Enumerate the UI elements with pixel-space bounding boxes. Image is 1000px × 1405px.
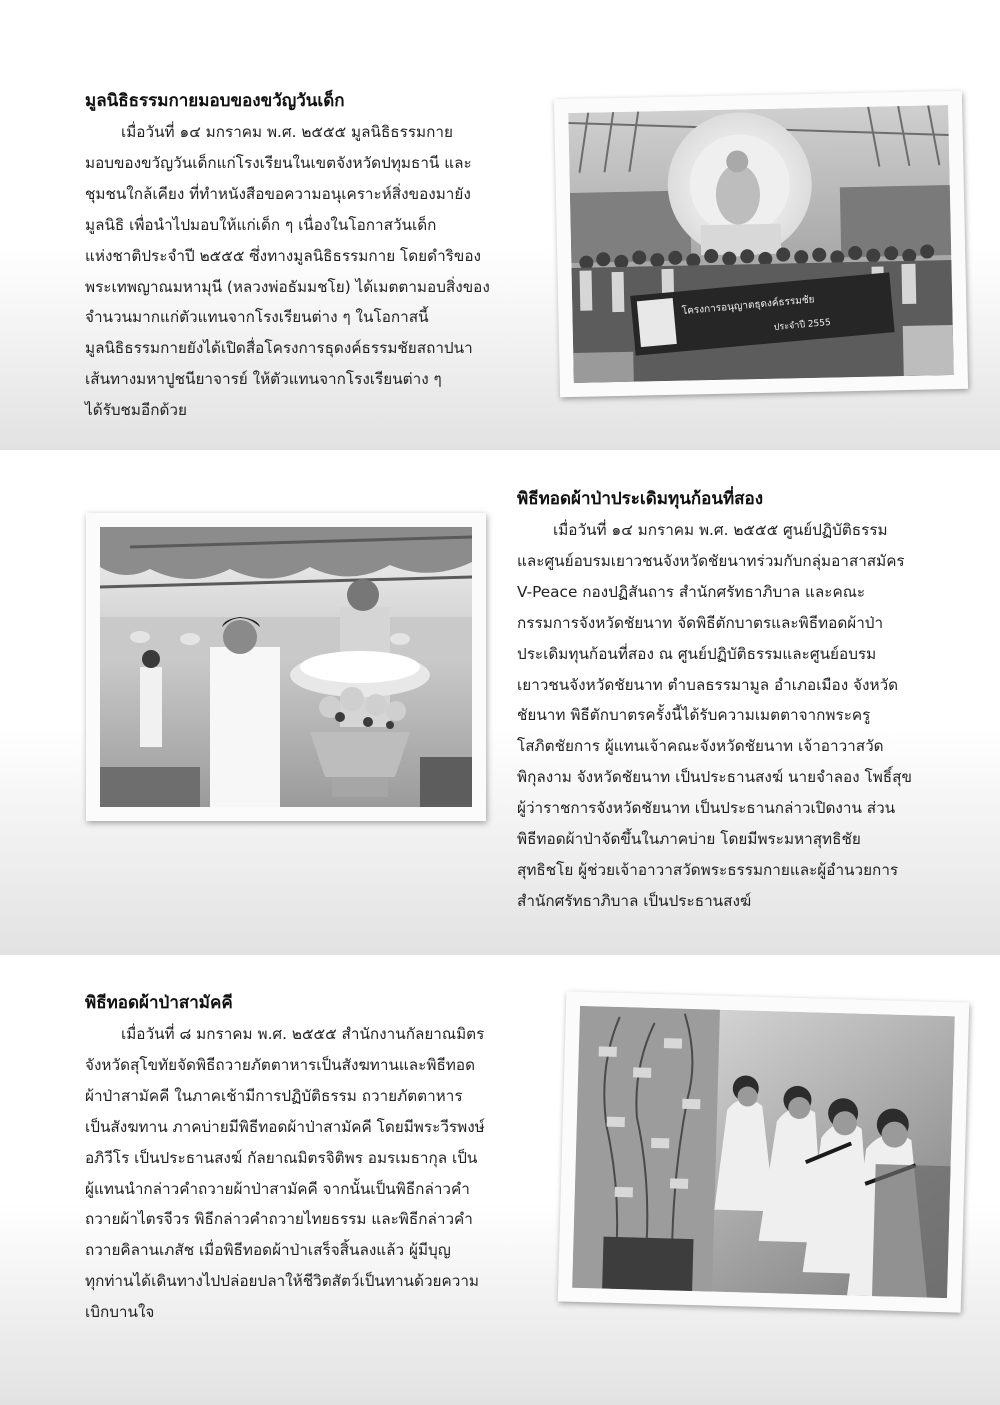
article-line: พระเทพญาณมหามุนี (หลวงพ่อธัมมชโย) ได้เมตตามอบสิ่งของ: [85, 277, 490, 296]
article-line: สำนักศรัทธาภิบาล เป็นประธานสงฆ์: [517, 891, 752, 910]
article-line: เมื่อวันที่ ๑๔ มกราคม พ.ศ. ๒๕๕๕ มูลนิธิธรรมกาย: [121, 123, 453, 141]
photo-praying-image: [572, 1006, 955, 1298]
article-line: อภิวีโร เป็นประธานสงฆ์ กัลยาณมิตรจิติพร อมรเมธากุล เป็น: [85, 1148, 478, 1167]
article-line: ชัยนาท พิธีตักบาตรครั้งนี้ได้รับความเมตตาจากพระครู: [517, 706, 871, 725]
article-line: พิกุลงาม จังหวัดชัยนาท เป็นประธานสงฆ์ นายจำลอง โพธิ์สุข: [517, 768, 912, 787]
photo-offering-ceremony: [86, 513, 486, 821]
article-line: ผู้แทนนำกล่าวคำถวายผ้าป่าสามัคคี จากนั้นเป็นพิธีกล่าวคำ: [85, 1179, 470, 1198]
article-line: กรรมการจังหวัดชัยนาท จัดพิธีตักบาตรและพิธีทอดผ้าป่า: [517, 613, 884, 632]
article-line: V-Peace กองปฏิสันถาร สำนักศรัทธาภิบาล และคณะ: [517, 582, 866, 601]
article-line: เบิกบานใจ: [85, 1303, 155, 1322]
article-line: ได้รับชมอีกด้วย: [85, 401, 187, 420]
article-line: เมื่อวันที่ ๘ มกราคม พ.ศ. ๒๕๕๕ สำนักงานกัลยาณมิตร: [121, 1025, 485, 1043]
article-line: ทุกท่านได้เดินทางไปปล่อยปลาให้ชีวิตสัตว์เป็นทานด้วยความ: [85, 1272, 479, 1291]
article-line: ชุมชนใกล้เคียง ที่ทำหนังสือขอความอนุเคราะห์สิ่งของมายัง: [85, 184, 471, 203]
article-title: มูลนิธิธรรมกายมอบของขวัญวันเด็ก: [85, 91, 345, 111]
article-line: เมื่อวันที่ ๑๔ มกราคม พ.ศ. ๒๕๕๕ ศูนย์ปฏิบัติธรรม: [553, 521, 888, 539]
article-line: มูลนิธิ เพื่อนำไปมอบให้แก่เด็ก ๆ เนื่องในโอกาสวันเด็ก: [85, 215, 437, 234]
article-line: โสภิตชัยการ ผู้แทนเจ้าคณะจังหวัดชัยนาท เจ้าอาวาสวัด: [517, 737, 884, 756]
article-pha-pa-samakkhi: [85, 990, 535, 1328]
article-line: มอบของขวัญวันเด็กแก่โรงเรียนในเขตจังหวัดปทุมธานี และ: [85, 153, 472, 172]
article-line: เส้นทางมหาปูชนียาจารย์ ให้ตัวแทนจากโรงเรียนต่าง ๆ: [85, 370, 442, 389]
article-line: เป็นสังฆทาน ภาคบ่ายมีพิธีทอดผ้าป่าสามัคคี โดยมีพระวีรพงษ์: [85, 1117, 485, 1136]
photo-women-praying: [558, 991, 969, 1312]
article-line: สุทธิชโย ผู้ช่วยเจ้าอาวาสวัดพระธรรมกายและผู้อำนวยการ: [517, 860, 899, 879]
article-title: พิธีทอดผ้าป่าประเดิมทุนก้อนที่สอง: [517, 489, 764, 509]
banner-text-line2: ประจำปี 2555: [773, 317, 832, 333]
article-title: พิธีทอดผ้าป่าสามัคคี: [85, 993, 233, 1013]
article-pha-pa-first-fund: [517, 486, 947, 917]
article-line: ผู้ว่าราชการจังหวัดชัยนาท เป็นประธานกล่าวเปิดงาน ส่วน: [517, 799, 896, 818]
banner-text-line1: โครงการอนุญาตธุดงค์ธรรมชัย: [681, 294, 815, 318]
photo-group-image: [568, 105, 954, 383]
article-line: ถวายผ้าไตรจีวร พิธีกล่าวคำถวายไทยธรรม และพิธีกล่าวคำ: [85, 1210, 473, 1229]
article-line: ผ้าป่าสามัคคี ในภาคเช้ามีการปฏิบัติธรรม ถวายภัตตาหาร: [85, 1086, 463, 1105]
article-line: จำนวนมากแก่ตัวแทนจากโรงเรียนต่าง ๆ ในโอกาสนี้: [85, 308, 429, 327]
article-line: ประเดิมทุนก้อนที่สอง ณ ศูนย์ปฏิบัติธรรมและศูนย์อบรม: [517, 644, 877, 663]
article-line: และศูนย์อบรมเยาวชนจังหวัดชัยนาทร่วมกับกลุ่มอาสาสมัคร: [517, 551, 905, 570]
article-children-day-gifts: [85, 88, 535, 426]
article-line: พิธีทอดผ้าป่าจัดขึ้นในภาคบ่าย โดยมีพระมหาสุทธิชัย: [517, 830, 861, 849]
photo-offering-image: [100, 527, 472, 807]
article-line: ถวายคิลานเภสัช เมื่อพิธีทอดผ้าป่าเสร็จสิ้นลงแล้ว ผู้มีบุญ: [85, 1241, 451, 1260]
article-line: เยาวชนจังหวัดชัยนาท ตำบลธรรมามูล อำเภอเมือง จังหวัด: [517, 675, 899, 694]
article-line: จังหวัดสุโขทัยจัดพิธีถวายภัตตาหารเป็นสังฆทานและพิธีทอด: [85, 1055, 476, 1074]
article-line: มูลนิธิธรรมกายยังได้เปิดสื่อโครงการธุดงค์ธรรมชัยสถาปนา: [85, 339, 473, 358]
article-line: แห่งชาติประจำปี ๒๕๕๕ ซึ่งทางมูลนิธิธรรมกาย โดยดำริของ: [85, 246, 482, 265]
photo-group-with-banner: [554, 91, 968, 397]
